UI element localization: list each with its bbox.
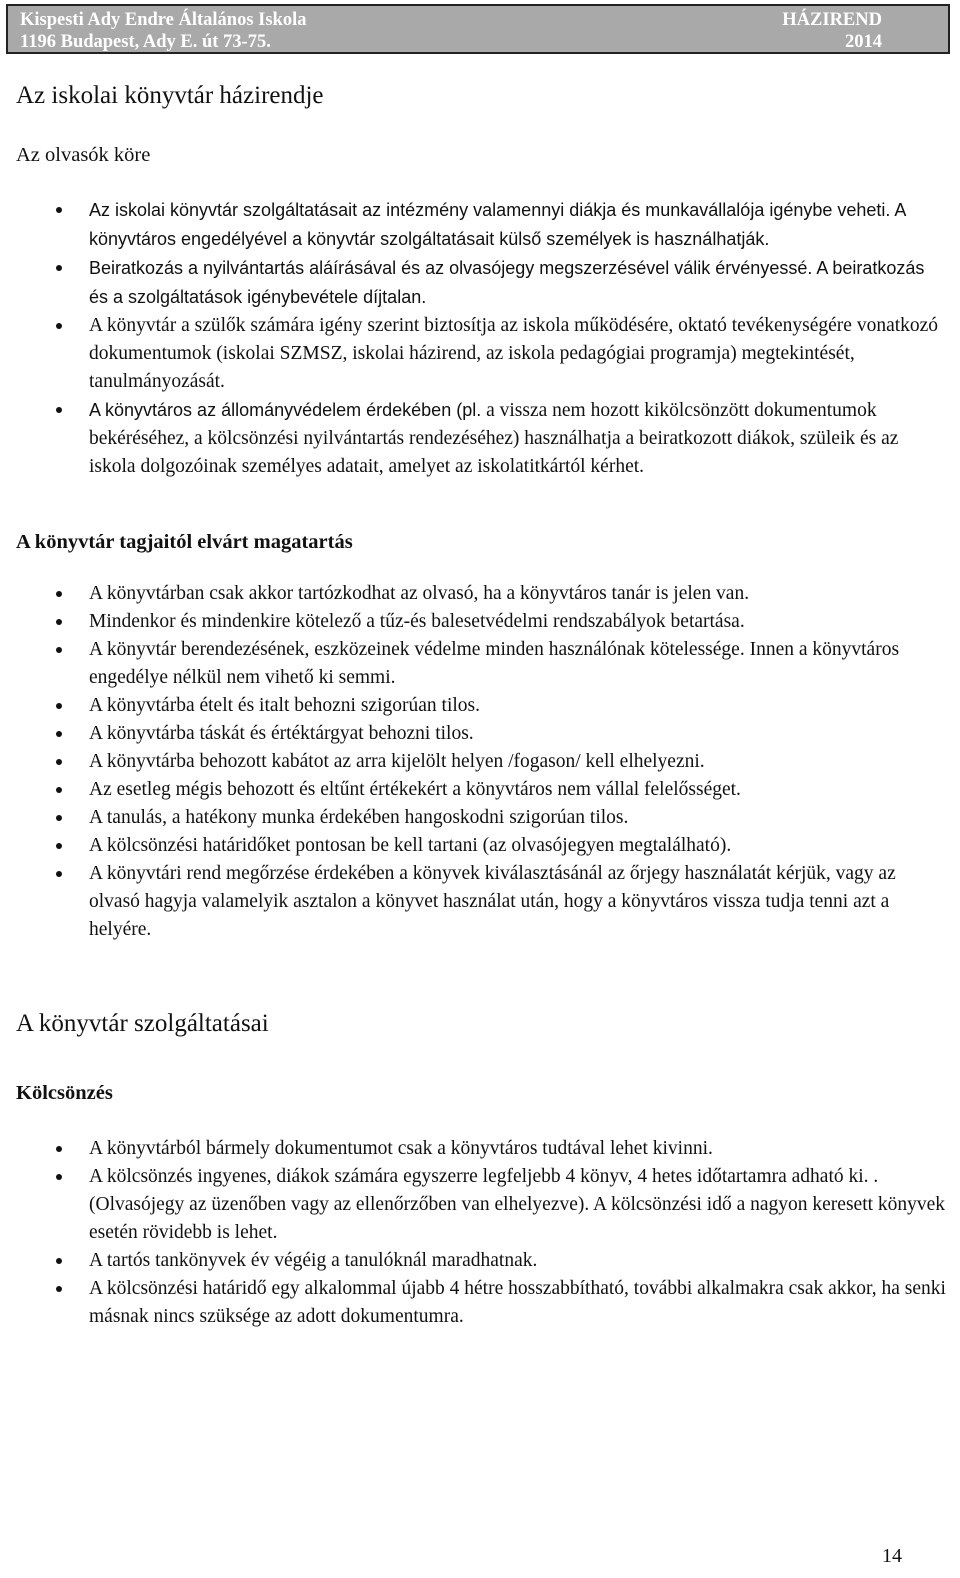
bullet-icon [56, 1258, 62, 1264]
bullet-icon [56, 1146, 62, 1152]
bullet-icon [56, 1174, 62, 1180]
bullet-icon [56, 1286, 62, 1292]
bullet-icon [56, 815, 62, 821]
list-item-text: A könyvtárban csak akkor tartózkodhat az olvasó, ha a könyvtáros tanár is jelen van. [89, 583, 750, 604]
page-title: Az iskolai könyvtár házirendje [16, 82, 324, 109]
list-item [16, 636, 946, 692]
school-address: 1196 Budapest, Ady E. út 73-75. [20, 32, 271, 52]
bullet-icon [56, 787, 62, 793]
list-item [16, 832, 946, 860]
list-item [16, 1247, 946, 1275]
list-item-text: A könyvtári rend megőrzése érdekében a könyvek kiválasztásánál az őrjegy használatát kérjük, vagy az olvasó hagyja valamelyik asztalon a könyvet használat után, hogy a könyvtáros vissza tudja tenni azt a helyére. [89, 863, 896, 940]
list-item-text: A könyvtárba táskát és értéktárgyat behozni tilos. [89, 723, 474, 744]
behavior-list [16, 580, 946, 944]
bullet-icon [56, 759, 62, 765]
bullet-icon [56, 619, 62, 625]
list-item-text: A könyvtárból bármely dokumentumot csak a könyvtáros tudtával lehet kivinni. [89, 1138, 713, 1159]
page-number: 14 [882, 1545, 902, 1567]
lending-list [16, 1135, 946, 1331]
list-item-text: A kölcsönzési határidőket pontosan be kell tartani (az olvasójegyen megtalálható). [89, 835, 732, 856]
list-item [16, 254, 946, 312]
header-row-2 [20, 31, 938, 53]
list-item [16, 1275, 946, 1331]
bullet-icon [56, 871, 62, 877]
list-item-text: A könyvtár berendezésének, eszközeinek védelme minden használónak kötelessége. Innen a könyvtáros engedélye nélkül nem vihető ki semmi. [89, 639, 900, 688]
lending-subheading: Kölcsönzés [16, 1082, 113, 1104]
list-item [16, 312, 946, 396]
list-item-text: Az iskolai könyvtár szolgáltatásait az intézmény valamennyi diákja és munkavállalója igénybe veheti. A könyvtáros engedélyével a könyvtár szolgáltatásait külső személyek is használhatják. [89, 200, 906, 249]
section-services-heading: A könyvtár szolgáltatásai [16, 1010, 269, 1037]
list-item [16, 860, 946, 944]
list-item-text: Az esetleg mégis behozott és eltűnt értékekért a könyvtáros nem vállal felelősséget. [89, 779, 741, 800]
school-name: Kispesti Ady Endre Általános Iskola [20, 10, 307, 30]
list-item [16, 196, 946, 254]
list-item [16, 692, 946, 720]
list-item-text: A könyvtárba behozott kabátot az arra kijelölt helyen /fogason/ kell elhelyezni. [89, 751, 705, 772]
list-item-text: A kölcsönzési határidő egy alkalommal újabb 4 hétre hosszabbítható, további alkalmakra csak akkor, ha senki másnak nincs szüksége az adott dokumentumra. [89, 1278, 946, 1327]
header-row-1 [20, 9, 938, 31]
list-item-text: A könyvtárba ételt és italt behozni szigorúan tilos. [89, 695, 480, 716]
document-year: 2014 [845, 32, 882, 52]
bullet-icon [56, 407, 62, 413]
bullet-icon [56, 207, 62, 213]
list-item-text-part: A könyvtáros az állományvédelem érdekében (pl. [89, 400, 482, 420]
list-item-text: A tartós tankönyvek év végéig a tanulóknál maradhatnak. [89, 1250, 538, 1271]
list-item-text: Beiratkozás a nyilvántartás aláírásával és az olvasójegy megszerzésével válik érvényessé. A beiratkozás és a szolgáltatások igénybevétele díjtalan. [89, 258, 925, 307]
list-item [16, 776, 946, 804]
list-item [16, 720, 946, 748]
list-item-text: A könyvtár a szülők számára igény szerint biztosítja az iskola működésére, oktató tevékenységére vonatkozó dokumentumok (iskolai SZMSZ, iskolai házirend, az iskola pedagógiai programja) megtekintését, tanulmányozását. [89, 315, 939, 392]
readers-list [16, 196, 946, 481]
bullet-icon [56, 323, 62, 329]
bullet-icon [56, 647, 62, 653]
document-type: HÁZIREND [782, 10, 882, 30]
bullet-icon [56, 843, 62, 849]
section-behavior-heading: A könyvtár tagjaitól elvárt magatartás [16, 531, 353, 553]
list-item [16, 804, 946, 832]
bullet-icon [56, 265, 62, 271]
page-header [6, 4, 950, 54]
list-item [16, 748, 946, 776]
list-item-text: A kölcsönzés ingyenes, diákok számára egyszerre legfeljebb 4 könyv, 4 hetes időtartamra adható ki. . (Olvasójegy az üzenőben vagy az ellenőrzőben van elhelyezve). A kölcsönzési idő a nagyon keresett könyvek esetén rövidebb is lehet. [89, 1166, 946, 1243]
list-item [16, 396, 946, 481]
list-item-text-part: a vissza nem hozott kikölcsönzött dokumentumok bekéréséhez, a kölcsönzési nyilvántartás rendezéséhez) használhatja a beiratkozott diákok, szüleik és az iskola dolgozóinak személyes adatait, amelyet az iskolatitkártól kérhet. [89, 400, 899, 477]
bullet-icon [56, 591, 62, 597]
list-item [16, 580, 946, 608]
bullet-icon [56, 731, 62, 737]
bullet-icon [56, 703, 62, 709]
list-item-text: A tanulás, a hatékony munka érdekében hangoskodni szigorúan tilos. [89, 807, 629, 828]
list-item [16, 1163, 946, 1247]
list-item-text: Mindenkor és mindenkire kötelező a tűz-és balesetvédelmi rendszabályok betartása. [89, 611, 745, 632]
list-item [16, 608, 946, 636]
section-readers-heading: Az olvasók köre [16, 144, 151, 166]
document-body [16, 82, 946, 1331]
list-item [16, 1135, 946, 1163]
